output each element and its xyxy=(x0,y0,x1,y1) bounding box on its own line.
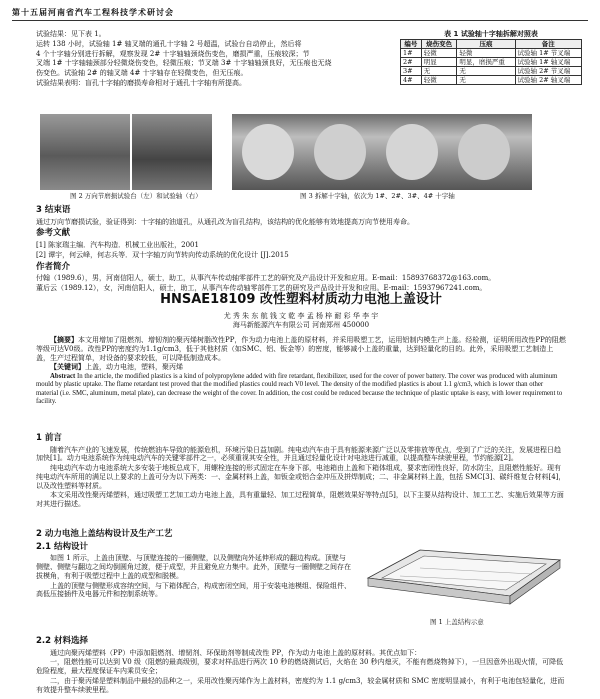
table-row xyxy=(401,76,582,85)
table-header-cell: 烧伤变色 xyxy=(421,39,457,48)
cross-shaft-2 xyxy=(314,124,366,180)
intro-p3: 本文采用改性聚丙烯塑料，通过吸塑工艺加工动力电池上盖，具有重量轻、加工过程简单，阻燃效果好等特点[5]，以下主要从结构设计、加工工艺、实施后效果等方面对其进行描述。 xyxy=(36,491,564,509)
table-cell: 明显 xyxy=(421,58,457,67)
sec2-1-p1: 如图 1 所示，上盖由顶壁、与顶壁连接的一圈侧壁，以及侧壁向外延伸形成的翻边构成。顶壁与侧壁、侧壁与翻边之间均倒圆角过渡，便于成型，并且避免应力集中。此外，顶壁与一圈侧壁之间存在拔模角，有利于吸塑过程中上盖的成型和脱模。 xyxy=(36,554,351,580)
sec2-2-p: 通过向聚丙烯塑料（PP）中添加阻燃剂、增韧剂、环保助剂等制成改性 PP，作为动力电池上盖的原材料。其优点如下： xyxy=(50,648,422,657)
table-cell: 1# xyxy=(401,48,422,57)
table-cell: 试验轴 1# 轴叉端 xyxy=(515,58,581,67)
table-header-cell: 编号 xyxy=(401,39,422,48)
material-section xyxy=(36,634,566,695)
table-header-cell: 备注 xyxy=(515,39,581,48)
author-1: 付翰（1989.6），男，河南信阳人，硕士，助工，从事汽车传动轴零部件工艺的研究及产品设计开发和应用。E-mail：15893768372@163.com。 xyxy=(36,274,496,283)
battery-cover-drawing xyxy=(360,538,570,618)
cross-shaft-3 xyxy=(386,124,438,180)
table-cell: 轻微 xyxy=(421,76,457,85)
table-cell: 试验轴 2# 轴叉端 xyxy=(515,76,581,85)
table-1-title: 表 1 试验轴十字轴拆解对照表 xyxy=(444,30,538,38)
sec2-2-b2: 二，由于聚丙烯是塑料制品中最轻的品种之一，采用改性聚丙烯作为上盖材料，密度约为 1.1 g/cm3，较金属材质和 SMC 密度明显减小，有利于电池包轻量化，进而有效提升整车续驶里程。 xyxy=(36,676,565,694)
test-results-text xyxy=(36,30,396,89)
sec2-2-b1: 一，阻燃性能可以达到 V0 级（阻燃的最高级别，要求对样品进行两次 10 秒的燃烧测试后，火焰在 30 秒内熄灭，不能有燃烧物掉下），一旦因意外出现火情，可降低危险程度，最大程度保证车内乘员安全； xyxy=(36,658,564,676)
test-bench-photo xyxy=(40,114,130,190)
author-intro-heading: 作者简介 xyxy=(36,261,71,272)
conclusion-section xyxy=(36,203,566,294)
paper-title: HNSAE18109 改性塑料材质动力电池上盖设计 xyxy=(160,292,442,307)
abstract-block xyxy=(36,336,566,408)
paper-header xyxy=(36,292,566,330)
table-1-grid xyxy=(400,39,582,86)
intro-heading: 1 前言 xyxy=(36,433,62,443)
running-header: 第十五届河南省汽车工程科技学术研讨会 xyxy=(12,8,588,21)
text-line: 试验结果表明：盲孔十字轴的磨损寿命相对于通孔十字轴有所提高。 xyxy=(36,78,246,87)
intro-p2: 纯电动汽车动力电池系统大多安装于地板总成下，用螺栓连接的形式固定在车身下部，电池箱由上盖和下箱体组成，要求密闭性良好，防水防尘，且阻燃性能好。现有纯电动汽车所用的满足以上要求的上盖可分为以下两类：一、金属材料上盖，如钣金或铝合金冲压及拼焊制成；二、非金属材料上盖，包括 SMC[3]、碳纤维复合材料[4]，以及改性塑料等材质。 xyxy=(36,464,566,490)
table-cell: 明显，磨损严重 xyxy=(457,58,515,67)
table-cell: 试验轴 2# 节叉端 xyxy=(515,67,581,76)
abstract-en: In the article, the modified plastics is a kind of polypropylene added with fire retardant, flexibilizer, used for the cover of power battery. The cover was produced with aluminum mould by plastic uptake. The flame retardant test proved that the modified plastics could reach V0 level. The density of the modified plastics is about 1.1 g/cm3, which is lower than other material (i.e. SMC, aluminum, metal plate), can decrease the weight of the cover. In addition, the cost could be reduced because the technique of plastic uptake is easy, with lower requirement to facility. xyxy=(36,373,563,406)
table-header-cell: 压痕 xyxy=(457,39,515,48)
conclusion-heading: 3 结束语 xyxy=(36,205,71,215)
conclusion-text: 通过万向节磨损试验，验证得到：十字轴的油道孔，从通孔改为盲孔结构，该结构的优化能够有效地提高万向节使用寿命。 xyxy=(36,217,414,226)
text-line: 叉端 1# 十字轴轴颈部分轻微烧伤变色，轻微压痕；节叉端 3# 十字轴轴颈良好，无压痕也无烧 xyxy=(36,59,332,68)
table-row xyxy=(401,58,582,67)
reference-1: [1] 陈家瑞主编．汽车构造．机械工业出版社，2001 xyxy=(36,241,199,249)
paper-affiliation: 海马新能源汽车有限公司 河南郑州 450000 xyxy=(232,321,370,329)
test-shaft-photo xyxy=(132,114,212,190)
fig3-caption: 图 3 拆解十字轴，依次为 1#、2#、3#、4# 十字轴 xyxy=(300,192,455,200)
table-cell: 无 xyxy=(457,76,515,85)
intro-section xyxy=(36,431,566,510)
sec2-1-p2: 上盖的顶壁与侧壁形成容纳空间，与下箱体配合，构成密闭空间，用于安装电池模组、保险组件、高低压接插件及电器元件和控制系统等。 xyxy=(36,581,351,599)
structure-section xyxy=(36,527,351,600)
keywords-label: 【关键词】 xyxy=(50,362,85,372)
text-line: 伤变色。试验轴 2# 的轴叉端 4# 十字轴存在轻微变色，但无压痕。 xyxy=(36,69,248,77)
reference-2: [2] 谭宇，何云峰，何志兵等．双十字轴万向节转向传动系统的优化设计 [J].2015 xyxy=(36,250,289,259)
keywords: 上盖，动力电池，塑料，聚丙烯 xyxy=(85,363,183,372)
cross-shaft-4 xyxy=(458,124,510,180)
table-cell: 轻微 xyxy=(421,48,457,57)
text-line: 运转 138 小时，试验轴 1# 轴叉端的通孔十字轴 2 号超温，试验台自动停止，然后将 xyxy=(36,39,302,48)
battery-cover-figure xyxy=(360,538,570,628)
disassembled-cross-shaft-photo xyxy=(232,114,532,190)
table-cell: 轻微 xyxy=(457,48,515,57)
author-2: 董后云（1989.12），女，河南信阳人，硕士，助工，从事汽车传动轴零部件工艺的研究及产品设计开发和应用。E-mail：15937967241.com。 xyxy=(36,283,487,292)
table-cell: 试验轴 1# 节叉端 xyxy=(515,48,581,57)
text-line: 试验结果：见下表 1。 xyxy=(36,30,106,38)
table-cell: 2# xyxy=(401,58,422,67)
sec2-1-heading: 2.1 结构设计 xyxy=(36,541,89,552)
paper-authors: 尤 秀 朱 东 航 钱 文 乾 李 孟 杨 梓 耐 彩 华 李 宇 xyxy=(223,312,379,321)
references-heading: 参考文献 xyxy=(36,228,71,239)
abstract-en-label: Abstract xyxy=(50,373,76,380)
table-cell: 3# xyxy=(401,67,422,76)
fig1-caption: 图 1 上盖结构示意 xyxy=(430,618,484,626)
intro-p1: 随着汽车产业的飞速发展，传统燃油车导致的能源危机，环境污染日益加剧。纯电动汽车由于具有能源来源广泛以及零排放等优点，受到了广泛的关注，发展进程日趋加快[1]。动力电池系统作为纯电动汽车的关键零部件之一，必须重视其安全性，并且通过轻量化设计对电池进行减重，以提高整车续驶里程，节约能源[2]。 xyxy=(36,445,561,463)
sec2-2-heading: 2.2 材料选择 xyxy=(36,636,89,646)
table-row xyxy=(401,67,582,76)
text-line: 4 个十字轴分别进行拆解，观察发现 2# 十字轴轴颈烧伤变色，磨损严重，压痕较深；节 xyxy=(36,49,310,58)
table-cell: 无 xyxy=(421,67,457,76)
table-row xyxy=(401,48,582,57)
abstract-label: 【摘要】 xyxy=(50,335,78,344)
cross-shaft-1 xyxy=(242,124,294,180)
fig2-caption: 图 2 万向节磨损试验台（左）和试验轴（右） xyxy=(70,192,202,200)
table-cell: 4# xyxy=(401,76,422,85)
abstract-cn: 本文用增加了阻燃剂、增韧剂的聚丙烯树脂改性PP，作为动力电池上盖的原材料，并采用吸塑工艺，运用铝制内模生产上盖。经检测，证明所用改性PP的阻燃等级可达V0级。改性PP的密度约为1.1g/cm3，低于其他材质（如SMC、铝、钣金等）的密度，能够减小上盖的重量，达到轻量化的目的。此外，采用吸塑工艺制造上盖，生产过程简单，对设备的要求较低，可以降低制造成本。 xyxy=(36,336,566,362)
sec2-heading: 2 动力电池上盖结构设计及生产工艺 xyxy=(36,529,173,539)
table-cell: 无 xyxy=(457,67,515,76)
table-1 xyxy=(400,30,582,85)
